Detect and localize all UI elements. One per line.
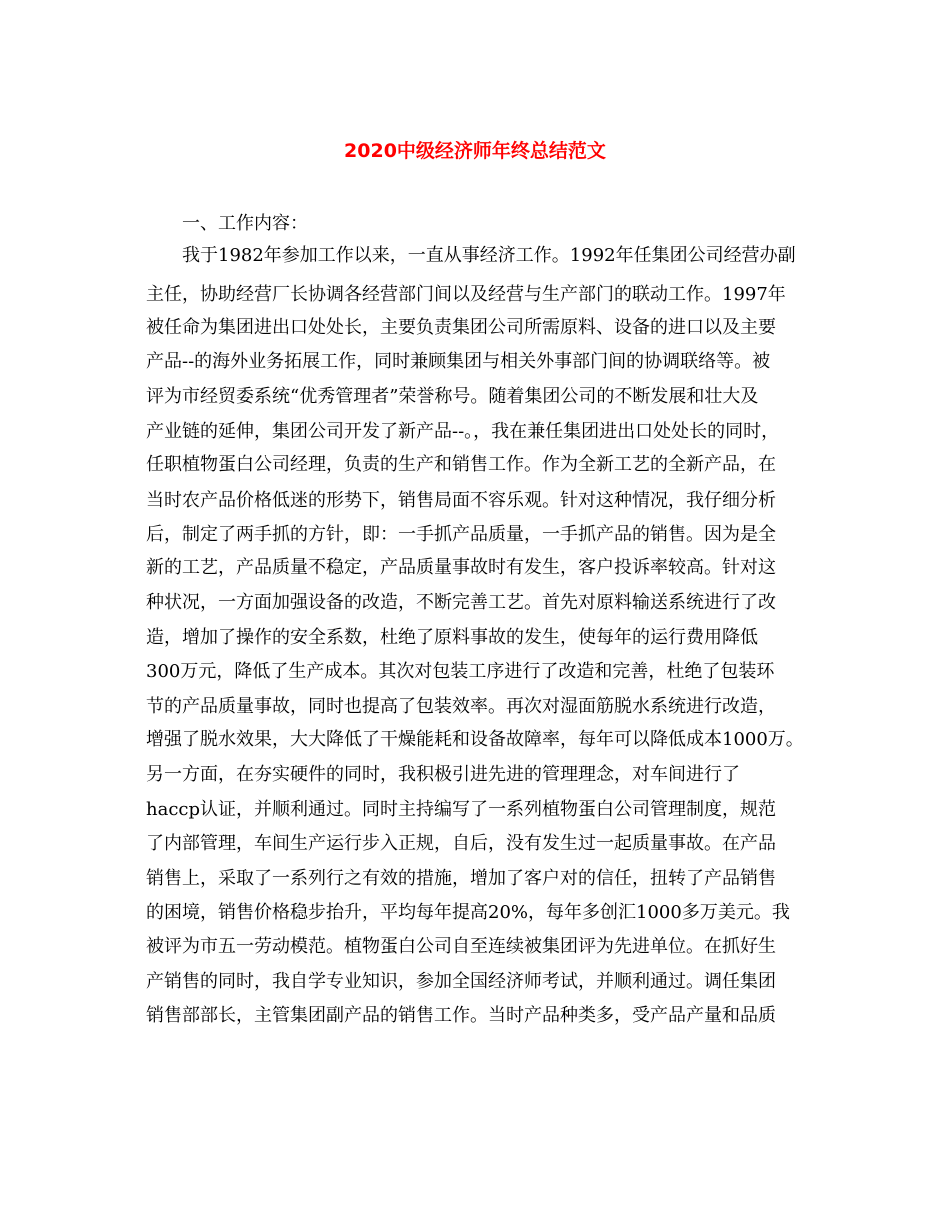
- paragraph-line: haccp认证，并顺利通过。同时主持编写了一系列植物蛋白公司管理制度，规范: [146, 799, 777, 820]
- paragraph-line: 造，增加了操作的安全系数，杜绝了原料事故的发生，使每年的运行费用降低: [146, 627, 758, 648]
- paragraph-line: 增强了脱水效果，大大降低了干燥能耗和设备故障率，每年可以降低成本1000万。: [146, 729, 804, 750]
- paragraph-line: 产销售的同时，我自学专业知识，参加全国经济师考试，并顺利通过。调任集团: [146, 971, 776, 992]
- paragraph-line: 产品--的海外业务拓展工作，同时兼顾集团与相关外事部门间的协调联络等。被: [146, 351, 771, 372]
- paragraph-line: 了内部管理，车间生产运行步入正规，自后，没有发生过一起质量事故。在产品: [146, 833, 776, 854]
- paragraph-line: 种状况，一方面加强设备的改造，不断完善工艺。首先对原料输送系统进行了改: [146, 592, 776, 613]
- paragraph-line: 销售部部长，主管集团副产品的销售工作。当时产品种类多，受产品产量和品质: [146, 1005, 776, 1026]
- paragraph-line: 节的产品质量事故，同时也提高了包装效率。再次对湿面筋脱水系统进行改造，: [146, 696, 776, 717]
- paragraph-line: 后，制定了两手抓的方针，即：一手抓产品质量，一手抓产品的销售。因为是全: [146, 524, 776, 545]
- paragraph-line: 产业链的延伸，集团公司开发了新产品--。，我在兼任集团进出口处处长的同时，: [146, 421, 780, 442]
- paragraph-line: 评为市经贸委系统“优秀管理者”荣誉称号。随着集团公司的不断发展和壮大及: [146, 386, 759, 407]
- document-title: 2020中级经济师年终总结范文: [344, 140, 606, 162]
- paragraph-line: 另一方面，在夯实硬件的同时，我积极引进先进的管理理念，对车间进行了: [146, 764, 740, 785]
- paragraph-line: 被评为市五一劳动模范。植物蛋白公司自至连续被集团评为先进单位。在抓好生: [146, 936, 776, 957]
- paragraph-line: 被任命为集团进出口处处长，主要负责集团公司所需原料、设备的进口以及主要: [146, 317, 776, 338]
- paragraph-line: 我于1982年参加工作以来，一直从事经济工作。1992年任集团公司经营办副: [182, 245, 796, 266]
- paragraph-line: 主任，协助经营厂长协调各经营部门间以及经营与生产部门的联动工作。1997年: [146, 284, 786, 305]
- paragraph-line: 当时农产品价格低迷的形势下，销售局面不容乐观。针对这种情况，我仔细分析: [146, 490, 776, 511]
- paragraph-line: 任职植物蛋白公司经理，负责的生产和销售工作。作为全新工艺的全新产品，在: [146, 454, 776, 475]
- paragraph-line: 的困境，销售价格稳步抬升，平均每年提高20%，每年多创汇1000多万美元。我: [146, 902, 790, 923]
- section-heading: 一、工作内容：: [182, 213, 308, 234]
- paragraph-line: 300万元，降低了生产成本。其次对包装工序进行了改造和完善，杜绝了包装环: [146, 661, 775, 682]
- paragraph-line: 新的工艺，产品质量不稳定，产品质量事故时有发生，客户投诉率较高。针对这: [146, 557, 776, 578]
- paragraph-line: 销售上，采取了一系列行之有效的措施，增加了客户对的信任，扭转了产品销售: [146, 868, 776, 889]
